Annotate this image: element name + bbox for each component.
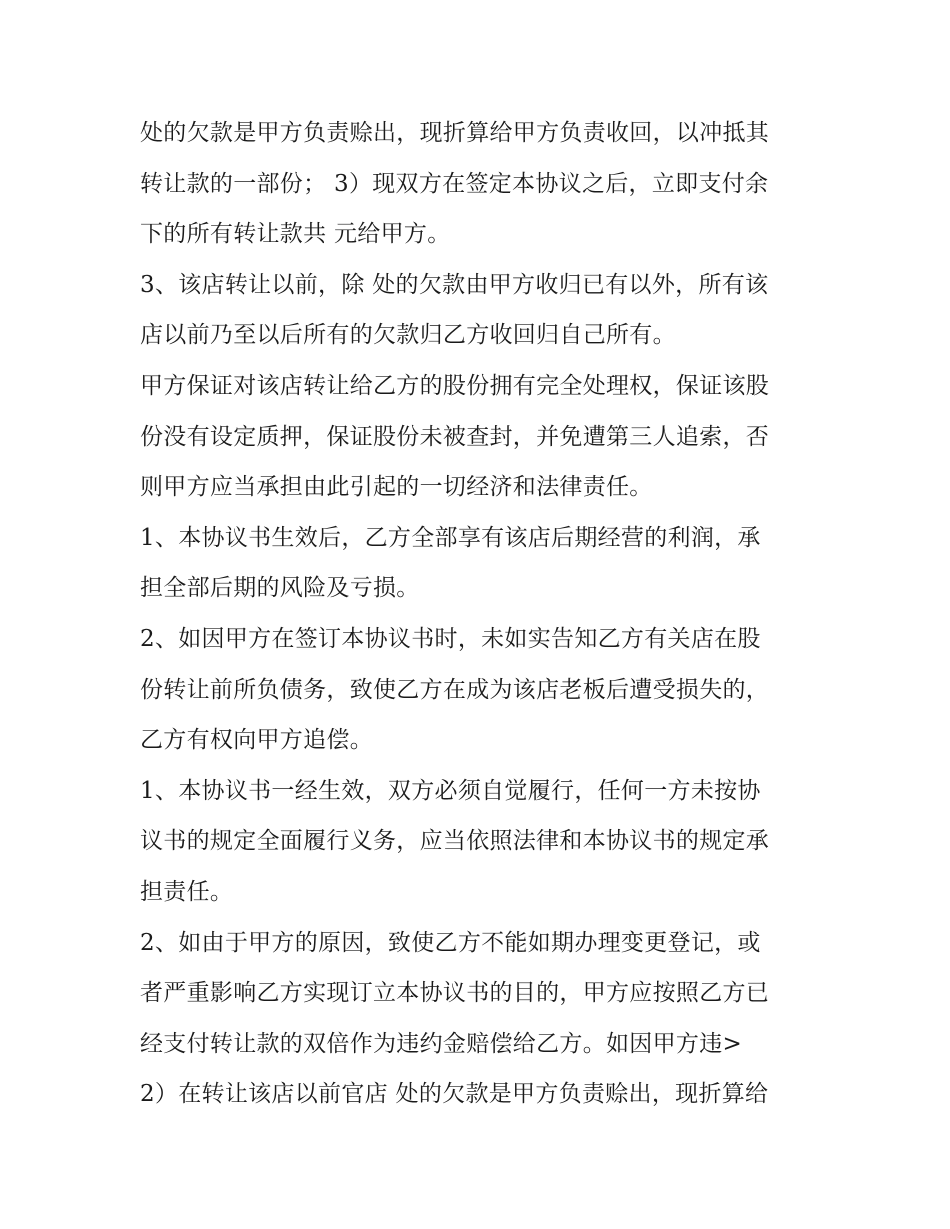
document-body [140,108,830,1120]
text-line: 乙方有权向甲方追偿。 [140,727,373,754]
text-line: 则甲方应当承担由此引起的一切经济和法律责任。 [140,474,653,501]
text-line: 下的所有转让款共 元给甲方。 [140,221,451,248]
text-line: 1、本协议书生效后，乙方全部享有该店后期经营的利润，承 [140,524,761,551]
text-line: 份没有设定质押，保证股份未被查封，并免遭第三人追索，否 [140,423,770,450]
text-line: 者严重影响乙方实现订立本协议书的目的，甲方应按照乙方已 [140,980,770,1007]
text-line: 经支付转让款的双倍作为违约金赔偿给乙方。如因甲方违> [140,1030,743,1057]
text-line: 份转让前所负债务，致使乙方在成为该店老板后遭受损失的， [140,676,770,703]
text-line: 店以前乃至以后所有的欠款归乙方收回归自己所有。 [140,322,676,349]
text-line: 担全部后期的风险及亏损。 [140,575,420,602]
text-line: 3、该店转让以前，除 处的欠款由甲方收归已有以外，所有该 [140,271,769,298]
text-line: 处的欠款是甲方负责赊出，现折算给甲方负责收回，以冲抵其 [140,120,770,146]
text-line: 担责任。 [140,878,234,905]
text-line: 1、本协议书一经生效，双方必须自觉履行，任何一方未按协 [140,777,761,804]
text-line: 2、如因甲方在签订本协议书时，未如实告知乙方有关店在股 [140,625,761,652]
text-line: 甲方保证对该店转让给乙方的股份拥有完全处理权，保证该股 [140,372,770,399]
text-line: 议书的规定全面履行义务，应当依照法律和本协议书的规定承 [140,828,770,855]
text-line: 转让款的一部份； 3）现双方在签定本协议之后，立即支付余 [140,170,769,197]
text-line: 2、如由于甲方的原因，致使乙方不能如期办理变更登记，或 [140,929,761,956]
text-line: 2）在转让该店以前官店 处的欠款是甲方负责赊出，现折算给 [140,1081,769,1108]
